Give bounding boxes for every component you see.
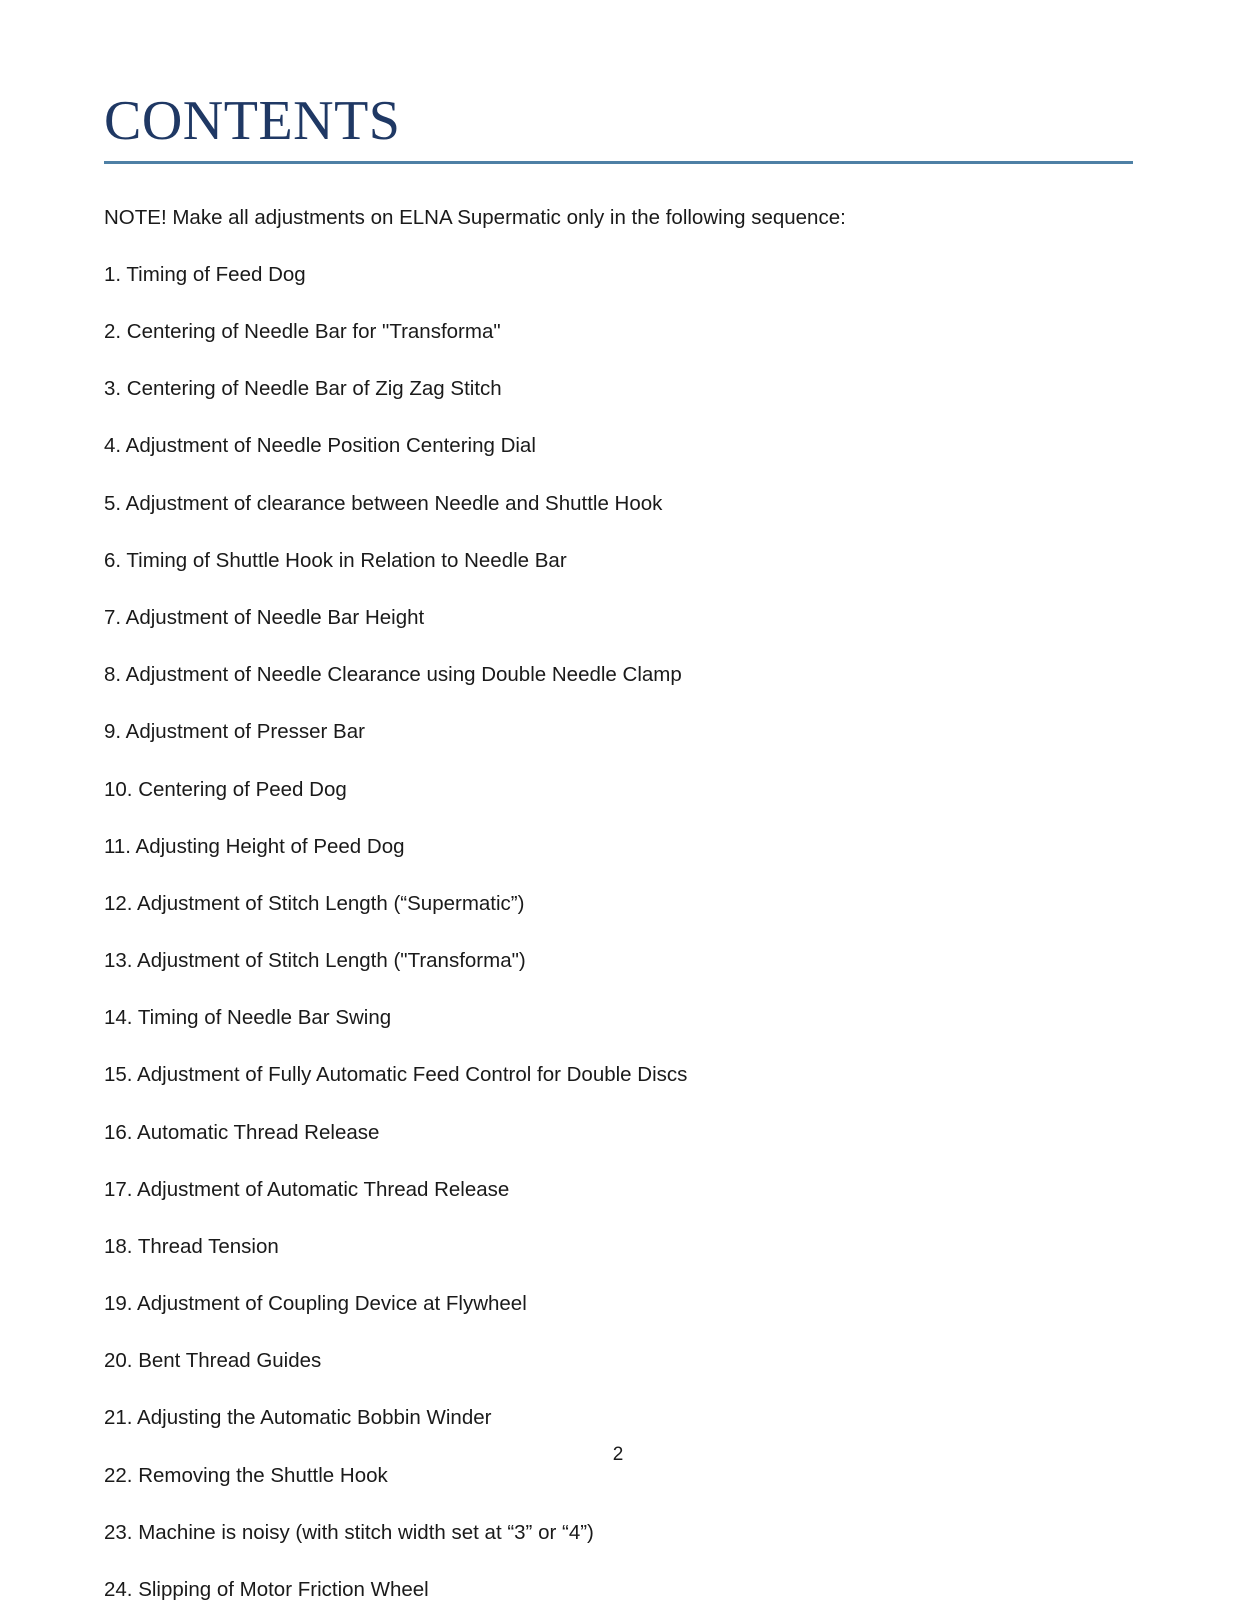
toc-entry: 19. Adjustment of Coupling Device at Flywheel: [104, 1292, 527, 1316]
toc-entry: 24. Slipping of Motor Friction Wheel: [104, 1577, 429, 1600]
toc-entry: 22. Removing the Shuttle Hook: [104, 1463, 388, 1487]
toc-entry: 10. Centering of Peed Dog: [104, 777, 347, 801]
toc-entry: 16. Automatic Thread Release: [104, 1120, 380, 1144]
toc-entry: 3. Centering of Needle Bar of Zig Zag Stitch: [104, 377, 502, 401]
toc-entry: 11. Adjusting Height of Peed Dog: [104, 834, 405, 858]
table-of-contents-list: [104, 261, 1134, 1600]
note-paragraph: NOTE! Make all adjustments on ELNA Supermatic only in the following sequence:: [104, 205, 846, 229]
toc-entry: 9. Adjustment of Presser Bar: [104, 720, 365, 744]
toc-entry: 2. Centering of Needle Bar for "Transforma": [104, 320, 501, 344]
toc-entry: 8. Adjustment of Needle Clearance using Double Needle Clamp: [104, 663, 682, 687]
toc-entry: 13. Adjustment of Stitch Length ("Transforma"): [104, 949, 526, 973]
toc-entry: 4. Adjustment of Needle Position Centering Dial: [104, 434, 536, 458]
toc-entry: 7. Adjustment of Needle Bar Height: [104, 606, 425, 629]
toc-entry: 18. Thread Tension: [104, 1234, 279, 1258]
page-content: [104, 0, 1134, 1600]
page-title: CONTENTS: [104, 90, 401, 152]
toc-entry: 1. Timing of Feed Dog: [104, 262, 306, 286]
toc-entry: 6. Timing of Shuttle Hook in Relation to Needle Bar: [104, 548, 567, 572]
page-number: 2: [612, 1444, 624, 1465]
toc-entry: 12. Adjustment of Stitch Length (“Supermatic”): [104, 891, 525, 915]
toc-entry: 15. Adjustment of Fully Automatic Feed Control for Double Discs: [104, 1063, 688, 1087]
toc-entry: 20. Bent Thread Guides: [104, 1349, 322, 1373]
toc-entry: 5. Adjustment of clearance between Needle and Shuttle Hook: [104, 491, 663, 515]
toc-entry: 23. Machine is noisy (with stitch width set at “3” or “4”): [104, 1520, 594, 1544]
toc-entry: 14. Timing of Needle Bar Swing: [104, 1006, 392, 1030]
toc-entry: 17. Adjustment of Automatic Thread Release: [104, 1177, 510, 1201]
toc-entry: 21. Adjusting the Automatic Bobbin Winder: [104, 1406, 492, 1430]
title-divider: [104, 161, 1133, 164]
